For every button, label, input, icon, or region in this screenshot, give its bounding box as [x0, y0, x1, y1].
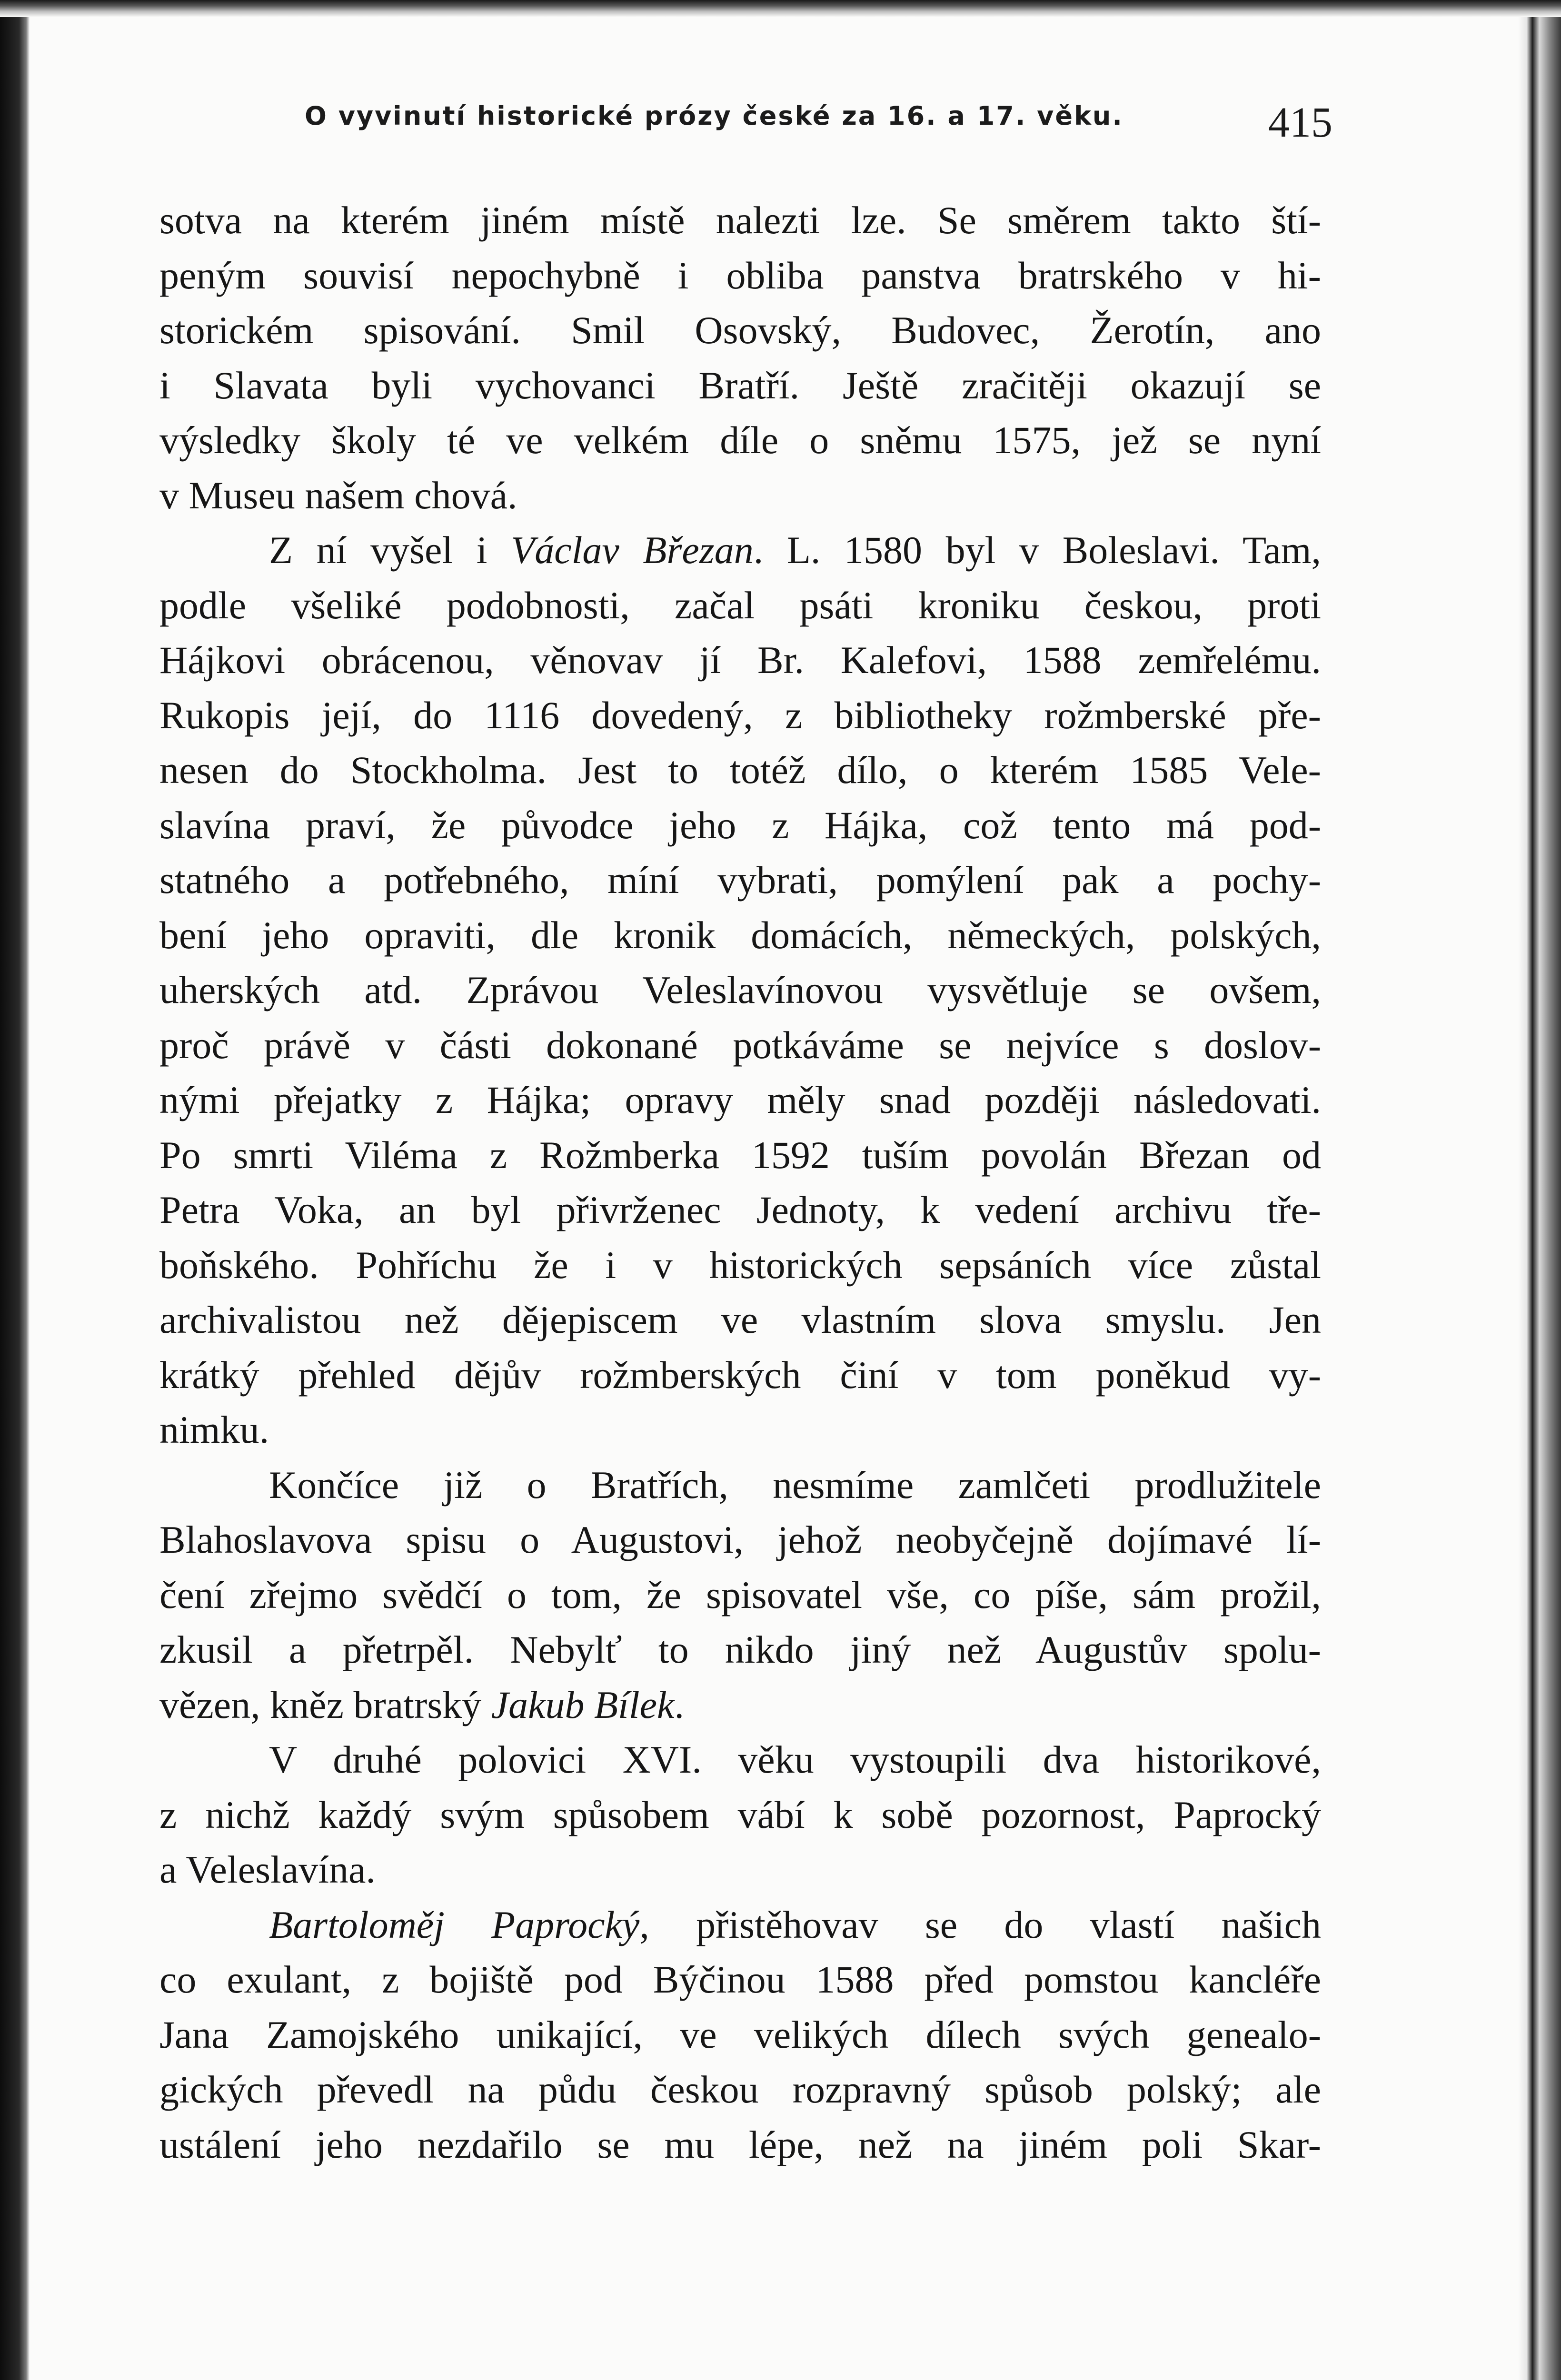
text-line: V druhé polovici XVI. věku vystoupili dva historikové,: [269, 1738, 1321, 1781]
text-line: uherských atd. Zprávou Veleslavínovou vysvětluje se ovšem,: [159, 968, 1321, 1012]
text-line: a Veleslavína.: [159, 1848, 376, 1891]
text-line: zkusil a přetrpěl. Nebylť to nikdo jiný než Augustův spolu-: [159, 1628, 1321, 1671]
text-line: co exulant, z bojiště pod Býčinou 1588 před pomstou kancléře: [159, 1958, 1321, 2001]
page-number: 415: [1268, 99, 1332, 146]
text-line: výsledky školy té ve velkém díle o sněmu 1575, jež se nyní: [159, 418, 1321, 462]
text-line: gických převedl na půdu českou rozpravný spůsob polský; ale: [159, 2068, 1321, 2111]
text-line: nimku.: [159, 1408, 269, 1451]
text-line: v Museu našem chová.: [159, 473, 517, 517]
text-line: nesen do Stockholma. Jest to totéž dílo, o kterém 1585 Vele-: [159, 748, 1321, 792]
text-line: krátký přehled dějův rožmberských činí v tom poněkud vy-: [159, 1353, 1321, 1397]
text-line: Po smrti Viléma z Rožmberka 1592 tuším povolán Březan od: [159, 1133, 1321, 1177]
text-line: peným souvisí nepochybně i obliba panstva bratrského v hi-: [159, 253, 1321, 297]
text-line: i Slavata byli vychovanci Bratří. Ještě zračitěji okazují se: [159, 363, 1321, 407]
text-line: proč právě v části dokonané potkáváme se nejvíce s doslov-: [159, 1023, 1321, 1067]
text-line: Blahoslavova spisu o Augustovi, jehož neobyčejně dojímavé lí-: [159, 1518, 1321, 1561]
text-line: podle všeliké podobnosti, začal psáti kroniku českou, proti: [159, 583, 1321, 627]
page-edge-top: [0, 0, 1561, 17]
text-line: Končíce již o Bratřích, nesmíme zamlčeti prodlužitele: [269, 1463, 1321, 1507]
text-line: čení zřejmo svědčí o tom, že spisovatel vše, co píše, sám prožil,: [159, 1573, 1321, 1616]
text-line: ustálení jeho nezdařilo se mu lépe, než na jiném poli Skar-: [159, 2122, 1321, 2166]
body-text: [159, 193, 1321, 2172]
text-line: Z ní vyšel i Václav Březan. L. 1580 byl v Boleslavi. Tam,: [269, 528, 1321, 572]
text-line: sotva na kterém jiném místě nalezti lze. Se směrem takto ští-: [159, 198, 1321, 242]
text-line: vězen, kněz bratrský Jakub Bílek.: [159, 1683, 684, 1726]
binding-edge-left: [0, 0, 30, 2380]
italic-name: Bartoloměj Paprocký: [269, 1903, 640, 1946]
text-line: archivalistou než dějepiscem ve vlastním slova smyslu. Jen: [159, 1298, 1321, 1341]
text-line: bení jeho opraviti, dle kronik domácích, německých, polských,: [159, 913, 1321, 957]
text-line: boňského. Pohříchu že i v historických sepsáních více zůstal: [159, 1243, 1321, 1287]
text-line: Jana Zamojského unikající, ve velikých dílech svých genealo-: [159, 2013, 1321, 2056]
text-line: storickém spisování. Smil Osovský, Budovec, Žerotín, ano: [159, 308, 1321, 352]
text-line: statného a potřebného, míní vybrati, pomýlení pak a pochy-: [159, 858, 1321, 902]
text-line: z nichž každý svým spůsobem vábí k sobě pozornost, Paprocký: [159, 1793, 1321, 1836]
text-line: slavína praví, že původce jeho z Hájka, což tento má pod-: [159, 803, 1321, 847]
italic-name: Jakub Bílek: [491, 1683, 675, 1726]
text-line: Bartoloměj Paprocký, přistěhovav se do vlastí našich: [269, 1903, 1321, 1946]
page-edge-right: [1518, 0, 1561, 2380]
text-line: Petra Voka, an byl přivrženec Jednoty, k vedení archivu tře-: [159, 1188, 1321, 1231]
text-line: Hájkovi obrácenou, věnovav jí Br. Kalefovi, 1588 zemřelému.: [159, 638, 1321, 682]
text-line: nými přejatky z Hájka; opravy měly snad později následovati.: [159, 1078, 1321, 1121]
running-head: O vyvinutí historické prózy české za 16. a 17. věku.: [305, 101, 1124, 131]
italic-name: Václav Březan: [511, 528, 754, 572]
text-line: Rukopis její, do 1116 dovedený, z bibliotheky rožmberské pře-: [159, 693, 1321, 737]
